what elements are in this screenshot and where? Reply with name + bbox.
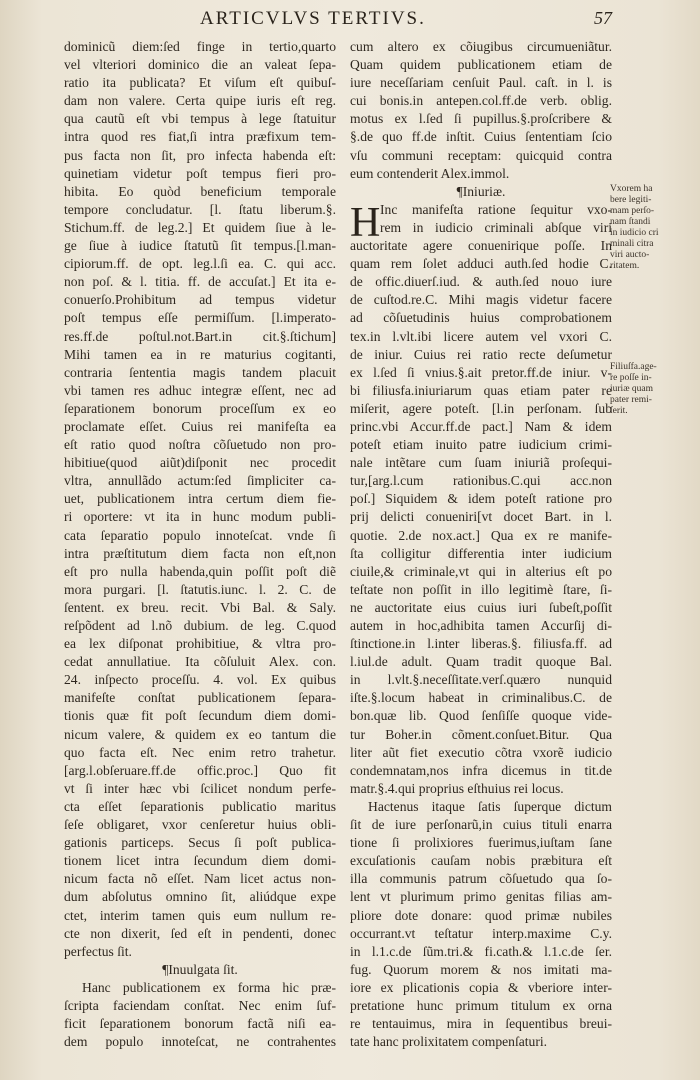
text-line: pretatione hunc primum titulum ex orna — [350, 997, 612, 1013]
text-line: ad cõſuetudinis huius comprobationem — [350, 310, 612, 326]
text-line: cata ſeparatio populo innoteſcat. vnde ſi — [64, 527, 336, 543]
text-line: hibitiue(quod aiũt)diſponit nec procedit — [64, 455, 336, 471]
text-line: quo facta eſt. Nec enim retro trahetur. — [64, 744, 336, 760]
text-line: matr.§.4.qui proprius eſthuius rei locus. — [350, 780, 564, 796]
text-line: rem in iudicio criminali abſque viri — [380, 219, 612, 235]
text-line: cum altero ex cõiugibus circumueniãtur. — [350, 39, 612, 54]
text-line: quam rem ſolet adduci auth.ſed hodie C. — [350, 256, 612, 272]
right-column-top — [350, 38, 612, 183]
text-line: illa communis patrum cõſuetudo qua ſo- — [350, 871, 612, 887]
margin-note-line: re poſſe in- — [610, 373, 652, 383]
margin-note-line: ritatem. — [610, 261, 640, 271]
text-line: re tentauimus, mira in ſequentibus breui- — [350, 1016, 612, 1032]
margin-note-line: mam perſo- — [610, 206, 655, 216]
text-line: pus facta non ſit, pro infecta habenda eſt: — [64, 147, 336, 163]
text-line: princ.vbi Accur.ff.de pact.] Nam & idem — [350, 418, 612, 434]
left-column-body — [64, 38, 336, 961]
text-line: condemnatam,nos infra dicemus in tit.de — [350, 762, 612, 778]
text-line: auctoritate agere conuenirique poſſe. In — [350, 238, 612, 254]
text-line: tionis quæ fit poſt ſecundum diem domi- — [64, 708, 336, 724]
running-head: ARTICVLVS TERTIVS. — [200, 8, 426, 29]
margin-note-line: Filiuſfa.age- — [610, 362, 657, 372]
text-line: hibita. Eo quòd beneficium temporale — [64, 183, 336, 199]
margin-note-line: Vxorem ha — [610, 184, 653, 194]
text-line: tione ſi prolixiores fuerimus,iuſtam ſane — [350, 835, 612, 851]
text-line: ſeparationem bonorum proceſſum ex eo — [64, 400, 336, 416]
text-line: perfectus ſit. — [64, 943, 132, 959]
text-line: tex.in l.vlt.ibi licere autem vel vxori C. — [350, 328, 612, 344]
text-line: teſtate non poſſit in illo legitimè ſtare, ſi- — [350, 581, 612, 597]
text-line: cedat annullatiue. Ita cõſuluit Alex. con. — [64, 654, 336, 670]
text-line: poſ.] Siquidem & idem poteſt ratione pro — [350, 491, 612, 507]
text-line: cui bonis.in antepen.col.ff.de verb. oblig. — [350, 93, 612, 109]
text-line: in l.1.c.de ſũm.tri.& fi.cath.& l.1.c.de ſer. — [350, 943, 612, 959]
page-header — [0, 6, 700, 36]
text-line: Stichum.ff. de leg.2.] Et quidem ſiue à le- — [64, 219, 336, 235]
text-line: miſerit, agere poteſt. [l.in perſonam. ſub — [350, 400, 612, 416]
text-line: de offic.diuerſ.iud. & auth.ſed nouo iure — [350, 274, 612, 290]
margin-note-line: iuriæ quam — [610, 384, 654, 394]
text-line: intra præſtitutum diem facta non eſt,non — [64, 545, 336, 561]
left-column — [64, 38, 336, 1051]
section-heading-inuulgata: ¶Inuulgata ſit. — [162, 961, 238, 977]
text-line: cipiorum.ff. de opt. leg.l.ſi ea. C. qui acc. — [64, 256, 336, 272]
text-line: proclamate eſſet. Cuius rei manifeſta ea — [64, 418, 336, 434]
text-line: ſentent. ex breu. recit. Vbi Bal. & Saly. — [64, 599, 336, 615]
text-line: cte non dixerit, ſed eſt in pendenti, donec — [64, 925, 336, 941]
text-line: excuſationis cauſam nobis præbitura eſt — [350, 853, 612, 869]
text-line: manifeſte conſtat publicationem ſepara- — [64, 690, 336, 706]
text-line: nicum facta nõ eſſet. Nam licet actus non- — [64, 871, 336, 887]
text-line: poteſt etiam inuito patre iudicium crimi- — [350, 437, 612, 453]
text-line: in l.vlt.§.neceſſitate.verſ.quæro nunquid — [350, 672, 612, 688]
text-line: ratio ita publicata? Et viſum eſt quibuſ- — [64, 75, 336, 91]
text-line: l.iul.de adult. Quam tradit quoque Bal. — [350, 654, 612, 670]
page-number: 57 — [594, 8, 612, 28]
text-line: eſt ratio quod noſtra cõſuetudo non pro- — [64, 437, 336, 453]
text-line: tempore concludatur. [l. ſtatu liberum.§. — [64, 201, 336, 217]
text-line: 24. inſpecto proceſſu. 4. vol. Ex quibus — [64, 672, 336, 688]
text-line: ſtinctione.in l.inter liberas.§. filiusfa.ff. ad — [350, 636, 612, 652]
text-line: intra quod res fiat,ſi intra præfixum tem- — [64, 129, 336, 145]
text-line: mora purgari. [l. ſtatutis.iunc. l. 2. C. de — [64, 581, 336, 597]
left-column-tail — [64, 979, 336, 1051]
text-line: ge ſiue à iudice ſtatutũ ſit tempus.[l.man- — [64, 238, 336, 254]
text-line: reſpõdent ad l.nõ dubium. de leg. C.quod — [64, 618, 336, 633]
text-line: liter aũt fiet executio cõtra vxorẽ iudicio — [350, 744, 612, 760]
text-line: vbi tamen res adhuc integræ eſſent, nec ad — [64, 382, 336, 398]
text-line: conuerſo.Prohibitum ad tempus videtur — [64, 292, 336, 308]
text-line: dem populo innoteſcat, ne contrahentes — [64, 1034, 336, 1050]
text-line: prij delicti conueniri[vt docet Bart. in l. — [350, 509, 612, 525]
margin-note-line: bere legiti- — [610, 195, 652, 205]
text-line: de cuſtod.re.C. Mihi magis videtur facere — [350, 292, 612, 308]
text-line: iore ex plicationis copia & vberiore inter- — [350, 979, 612, 995]
text-line: eum contenderit Alex.immol. — [350, 165, 510, 181]
right-column — [350, 38, 612, 1051]
text-line: iure neceſſariam cenſuit Paul. caſt. in l. is — [350, 75, 612, 91]
dropcap-letter: H — [350, 199, 381, 246]
text-line: tur Boher.in cõment.conſuet.Bitur. Qua — [350, 726, 612, 742]
text-line: Hanc publicationem ex forma hic præ- — [82, 979, 336, 995]
text-line: non poſ. & l. titia. ff. de accuſat.] Et ita e- — [64, 274, 336, 290]
text-line: ri oportere: vt ita in hunc modum publi- — [64, 509, 336, 525]
text-line: Hactenus itaque ſatis ſuperque dictum — [368, 798, 612, 814]
text-line: res.ff.de poſtul.not.Bart.in cit.§.ſtichum] — [64, 328, 336, 344]
text-line: tur,[arg.l.cum rationibus.C.qui acc.non — [350, 473, 612, 489]
text-line: autem in hoc,adhibita tamen Accurſij di- — [350, 618, 612, 633]
text-line: ſit de iure perſonarũ,in cuius tituli enarra — [350, 817, 612, 833]
text-line: ſta colligitur differentia inter iudicium — [350, 545, 612, 561]
text-line: qua cautũ eſt vbi tempus à lege ſtatuitur — [64, 111, 336, 127]
text-line: tionem licet intra ſecundum diem domi- — [64, 853, 336, 869]
text-line: quotie. 2.de nox.act.] Qua ex re manife- — [350, 527, 612, 543]
text-line: uet, publicationem intra certum diem fie- — [64, 491, 336, 507]
text-line: nale intẽtare cum ſuam iniuriã proſequi- — [350, 455, 612, 471]
margin-note-vxorem — [610, 184, 700, 272]
text-line: dominicũ diem:ſed finge in tertio,quarto — [64, 39, 336, 54]
text-line: pliore dote donare: quod primæ nubiles — [350, 907, 612, 923]
text-line: contraria ſententia magis tandem placuit — [64, 364, 336, 380]
margin-note-line: viri aucto- — [610, 250, 650, 260]
text-line: tate hanc prolixitatem compenſaturi. — [350, 1034, 548, 1050]
text-line: fug. Quorum morem & nos imitati ma- — [350, 961, 612, 977]
text-line: de iniur. Cuius rei ratio recte deſumetur — [350, 346, 612, 362]
text-line: Inc manifeſta ratione ſequitur vxo- — [380, 201, 612, 217]
text-line: cta eſſet ſeparationis publicatio maritus — [64, 798, 336, 814]
margin-note-line: in iudicio cri — [610, 228, 659, 238]
right-column-body — [350, 237, 612, 1051]
margin-note-line: pater remi- — [610, 395, 652, 405]
margin-note-line: minali citra — [610, 239, 654, 249]
text-line: §.de quo ff.de inſtit. Cuius ſententiam ſcio — [350, 129, 612, 145]
text-line: ficit ſeparationem bonorum factã niſi ea- — [64, 1016, 336, 1032]
dropcap-lines — [350, 201, 612, 237]
text-line: Quam quidem publicationem etiam de — [350, 57, 612, 73]
text-line: ex l.ſed ſi vnius.§.ait pretor.ff.de iniur. v- — [350, 364, 612, 380]
text-line: eſt pro nulla habenda,quin poſſit poſt diẽ — [64, 563, 336, 579]
section-heading-iniuriae: ¶Iniuriæ. — [456, 183, 506, 199]
text-line: ctet, interim tamen quis eum nullum re- — [64, 907, 336, 923]
text-line: dam non valere. Certa quipe iuris eſt reg. — [64, 93, 336, 109]
text-line: ne auctoritate eius cuius iuri ſubeſt,poſſit — [350, 599, 612, 615]
text-line: dum abſolutus omnino ſit, aliúdque expe — [64, 889, 336, 905]
margin-note-filiusfa — [610, 362, 700, 417]
text-line: vltra, annullãdo actum:ſed ſimpliciter ca- — [64, 473, 336, 489]
text-line: ea lex diſponat prohibitiue, & vltra pro- — [64, 636, 336, 652]
text-line: vt ſi inter hæc vbi ſcilicet nondum perfe- — [64, 780, 336, 796]
text-line: poſt tempus eſſe permiſſum. [l.imperato- — [64, 310, 336, 326]
text-line: gationis particeps. Secus ſi poſt publica- — [64, 835, 336, 851]
text-line: iſte.§.locum habeat in criminalibus.C. de — [350, 690, 612, 706]
text-line: ſeſe obligaret, vxor cenſeretur huius obli- — [64, 817, 336, 833]
text-line: vel vlteriori dominico die an valeat ſepa- — [64, 57, 336, 73]
text-line: ciuile,& criminale,vt qui in alterius eſt po — [350, 563, 612, 579]
text-line: vſu communi receptam: quicquid contra — [350, 147, 612, 163]
text-line: motus ex l.ſed ſi pupillus.§.proſcribere & — [350, 111, 612, 127]
text-line: Mihi tamen ea in re maturius cogitanti, — [64, 346, 336, 362]
text-line: [arg.l.obſeruare.ff.de offic.proc.] Quo fit — [64, 762, 336, 778]
text-line: lent vt plurimum primo genitas filias am- — [350, 889, 612, 905]
text-line: occurrant.vt teſtatur interp.maxime C.y. — [350, 925, 612, 941]
text-line: quinetiam videtur poſt tempus fieri pro- — [64, 165, 336, 181]
margin-note-line: ſerit. — [610, 406, 628, 416]
text-line: bi filiusfa.iniuriarum quas etiam pater re — [350, 382, 612, 398]
margin-note-line: nam ſtandi — [610, 217, 651, 227]
text-line: nicum valere, & quidem ex eo tantum die — [64, 726, 336, 742]
text-line: bon.quæ lib. Quod ſenſiſſe quoque vide- — [350, 708, 612, 724]
text-line: ſcripta faciendam conſtat. Nec enim ſuf- — [64, 997, 336, 1013]
